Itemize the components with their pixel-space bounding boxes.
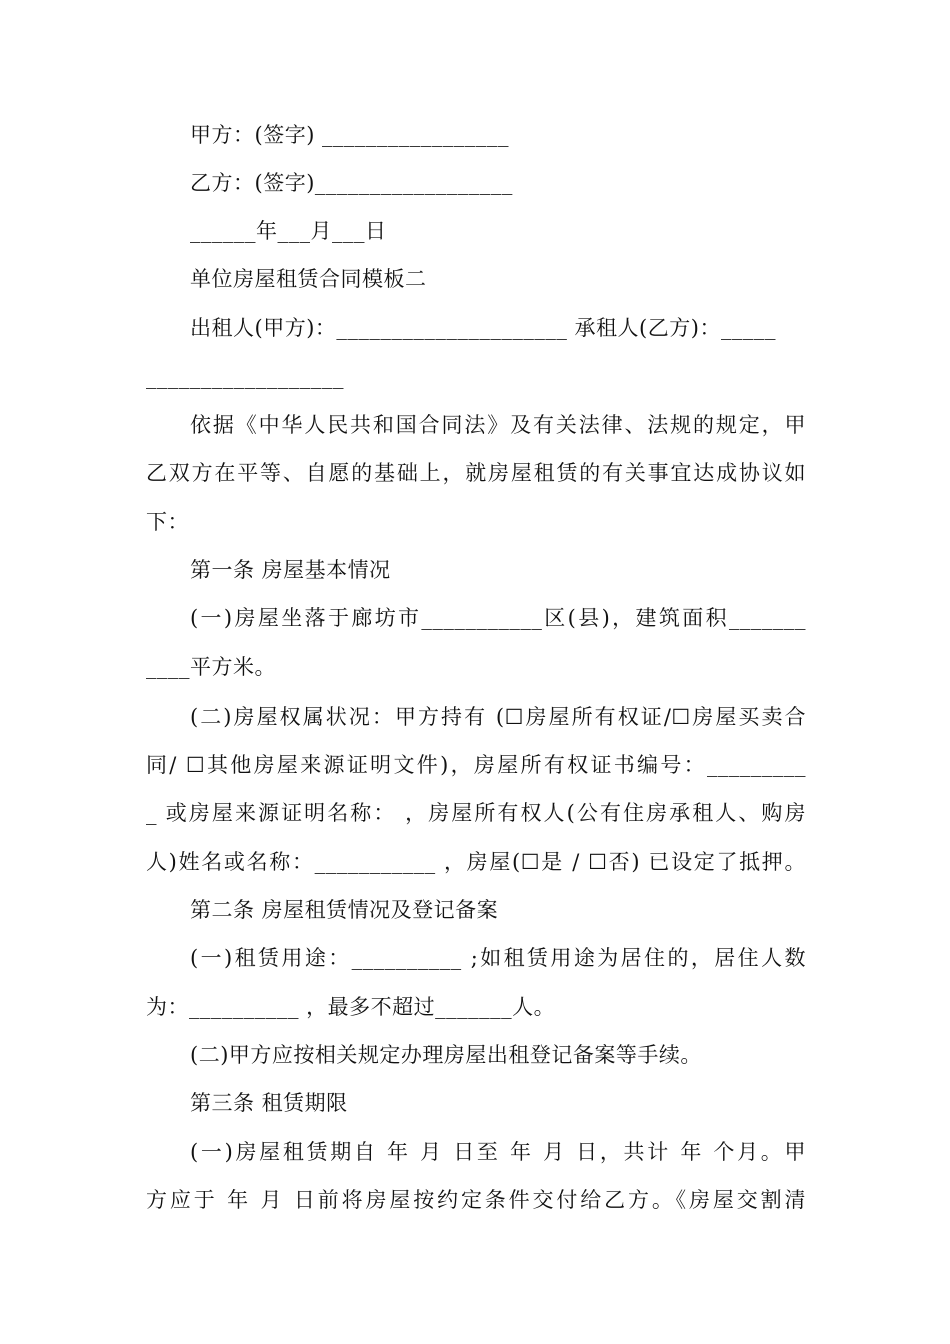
article-1-clause-1-line-2: ____平方米。 — [146, 655, 276, 679]
parties-line: 出租人(甲方)：_____________________ 承租人(乙方)：_____ — [190, 316, 776, 340]
article-2-heading: 第二条 房屋租赁情况及登记备案 — [190, 898, 499, 922]
article-2-clause-2: (二)甲方应按相关规定办理房屋出租登记备案等手续。 — [190, 1043, 702, 1067]
preamble-line-3: 下： — [146, 510, 189, 534]
article-1-clause-1-line-1: (一)房屋坐落于廊坊市___________区(县)，建筑面积_______ — [190, 606, 806, 630]
preamble-line-1: 依据《中华人民共和国合同法》及有关法律、法规的规定，甲 — [190, 413, 806, 437]
article-3-clause-1-line-1: (一)房屋租赁期自 年 月 日至 年 月 日，共计 年 个月。甲 — [190, 1140, 806, 1164]
article-1-heading: 第一条 房屋基本情况 — [190, 558, 391, 582]
article-2-clause-1-line-2: 为：__________ ，最多不超过_______人。 — [146, 995, 556, 1019]
party-b-signature-line: 乙方：(签字)__________________ — [190, 171, 513, 195]
article-3-clause-1-line-2: 方应于 年 月 日前将房屋按约定条件交付给乙方。《房屋交割清 — [146, 1188, 806, 1212]
article-1-clause-2-line-1: (二)房屋权属状况：甲方持有 (☐房屋所有权证/☐房屋买卖合 — [190, 705, 806, 729]
article-1-clause-2-line-2: 同/ ☐其他房屋来源证明文件)，房屋所有权证书编号：_________ — [146, 753, 806, 777]
article-2-clause-1-line-1: (一)租赁用途：__________ ;如租赁用途为居住的，居住人数 — [190, 946, 806, 970]
article-1-clause-2-line-4: 人)姓名或名称：___________ ，房屋(☐是 / ☐否) 已设定了抵押。 — [146, 850, 806, 874]
article-3-heading: 第三条 租赁期限 — [190, 1091, 348, 1115]
date-line: ______年___月___日 — [190, 219, 387, 243]
template-title: 单位房屋租赁合同模板二 — [190, 267, 427, 291]
article-1-clause-2-line-3: _ 或房屋来源证明名称： ，房屋所有权人(公有住房承租人、购房 — [146, 801, 806, 825]
party-a-signature-line: 甲方：(签字) _________________ — [190, 123, 510, 147]
parties-line-continued: __________________ — [146, 365, 344, 389]
preamble-line-2: 乙双方在平等、自愿的基础上，就房屋租赁的有关事宜达成协议如 — [146, 461, 806, 485]
